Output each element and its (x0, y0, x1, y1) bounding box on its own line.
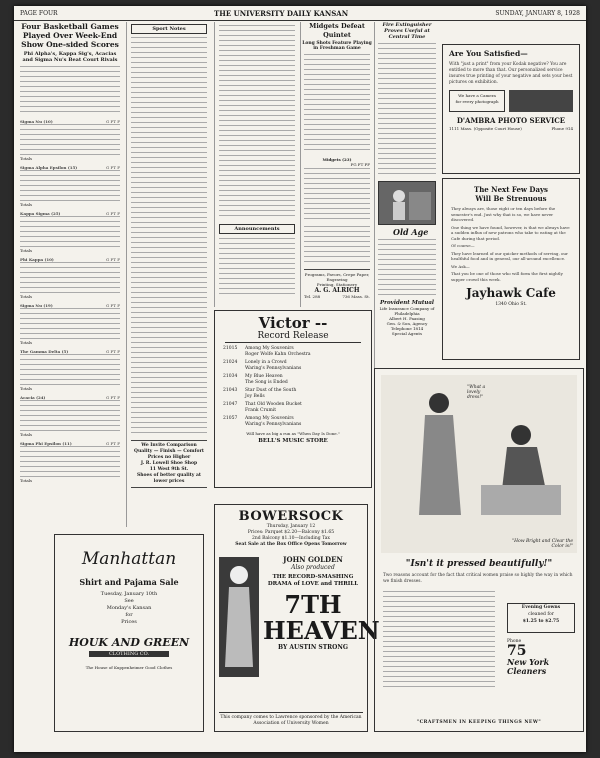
team-name: Kappa Sigma (25) (20, 211, 61, 216)
evening-gowns-box (507, 603, 575, 633)
record-number: 21015 (223, 346, 238, 351)
record-item (223, 388, 363, 400)
sport-notes-text (131, 37, 207, 437)
player-rows (20, 124, 120, 156)
basketball-headline: Four Basketball Games Played Over Week-End Show One-sided Scores (21, 22, 119, 49)
provident-agents: Special Agents (391, 331, 423, 336)
dambra-name: D'AMBRA PHOTO SERVICE (456, 116, 566, 125)
box-score-table (20, 349, 120, 391)
player-rows (20, 354, 120, 386)
bowersock-tagline: THE RECORD-SMASHING DRAMA of LOVE and THRILL (267, 574, 359, 587)
bowersock-also: Also produced (291, 564, 335, 571)
record-item (223, 416, 363, 428)
player-rows (20, 446, 120, 478)
stat-columns: G FT F (106, 303, 120, 308)
midgets-table-cols: FG FT PF (350, 162, 370, 167)
sport-notes-column (126, 22, 211, 527)
manhattan-see: See (124, 598, 134, 604)
record-title-a: That Old Wooden Bucket (245, 402, 302, 407)
old-age-title: Old Age (393, 227, 429, 237)
fire-headline: Fire Extinguisher Proves Useful at Central Time (382, 22, 432, 40)
manhattan-date: Tuesday, January 10th (100, 591, 158, 597)
shoe-ad-line3: Prices no Higher (147, 455, 191, 460)
provident-name: Provident Mutual (379, 300, 435, 306)
record-title-b: Joy Bells (245, 394, 265, 399)
team-name: Sigma Nu (10) (20, 119, 53, 124)
old-age-text (378, 239, 436, 299)
victor-store: BELL'S MUSIC STORE (258, 438, 328, 444)
shoe-ad-line5: 11 West 9th St. (149, 467, 189, 472)
basketball-subhead: Phi Alpha's, Kappa Sig's, Acacias and Sigma Nu's Beat Court Rivals (22, 51, 118, 63)
player-rows (20, 308, 120, 340)
article-text-block (304, 226, 370, 266)
victor-title2: Record Release (225, 331, 361, 343)
article-text-block (20, 66, 120, 116)
record-item (223, 360, 363, 372)
provident-agent: Albert H. Paasing (389, 316, 425, 321)
article-text-block (304, 54, 370, 154)
phone-number: 75 (507, 643, 527, 659)
midgets-column (300, 22, 373, 307)
camera-image (509, 90, 573, 112)
page-label: PAGE FOUR (20, 10, 58, 17)
fire-column (374, 22, 439, 382)
team-name: Sigma Alpha Epsilon (15) (20, 165, 78, 170)
record-title-b: Waring's Pennsylvanians (245, 366, 302, 371)
page-header (14, 6, 586, 21)
record-title-a: Lonely in a Crowd (245, 360, 287, 365)
record-title-a: My Blue Heaven (245, 374, 283, 379)
shoe-ad-line4: J. R. Lowell Shoe Shop (140, 461, 198, 466)
shoe-shop-ad (131, 440, 207, 488)
record-number: 21034 (223, 374, 238, 379)
shoe-ad-line2: Quality — Finish — Comfort (134, 449, 204, 454)
women-illustration (381, 375, 577, 553)
record-item (223, 402, 363, 414)
evening-price: $1.25 to $2.75 (522, 619, 560, 624)
box-score-table (20, 119, 120, 161)
sport-notes-heading: Sport Notes (131, 24, 207, 34)
evening-label: Evening Gowns (521, 605, 561, 610)
player-rows (20, 262, 120, 294)
cleaners-body: Two reasons account for the fact that critical women praise so highly the way in which we finish dresses. (383, 573, 573, 584)
cleaners-name: New York Cleaners (507, 657, 550, 676)
caption-bright: "How Bright and Clear the Color is!" (512, 539, 573, 549)
basketball-column (18, 22, 122, 527)
stat-columns: G FT F (106, 211, 120, 216)
manhattan-brand: Manhattan (81, 549, 177, 569)
record-number: 21057 (223, 416, 238, 421)
new-york-cleaners-ad (374, 368, 584, 732)
dambra-tagline2: for every photograph (455, 99, 499, 104)
bowersock-producer: JOHN GOLDEN (283, 555, 343, 564)
record-list (223, 346, 363, 428)
alrich-line2: Printing, Stationery (316, 282, 358, 287)
alrich-line1: Programs, Favors, Crepe Paper, Engraving (304, 272, 370, 282)
houk-green-sub: CLOTHING CO. (89, 651, 169, 657)
player-rows (20, 400, 120, 432)
box-score-table (20, 303, 120, 345)
manhattan-item: Shirt and Pajama Sale (79, 577, 179, 587)
bowersock-note: This company comes to Lawrence sponsored by the American Association of University Women (219, 712, 363, 727)
provident-tel: Telephone 1814 (390, 326, 424, 331)
evening-sub: cleaned for (528, 612, 554, 617)
record-title-b: Waring's Pennsylvanians (245, 422, 302, 427)
record-title-a: Star Dust of the South (245, 388, 297, 393)
stat-columns: G FT F (106, 441, 120, 446)
jayhawk-body4: They have learned of our quicker methods of serving, our healthful food and in general, our all-around excellence. (451, 250, 568, 261)
houk-green-logo: HOUK AND GREEN (68, 636, 190, 649)
record-item (223, 346, 363, 358)
stat-columns: G FT F (106, 257, 120, 262)
victor-title1: Victor -- (258, 314, 328, 332)
box-score-table (20, 165, 120, 207)
player-rows (20, 216, 120, 248)
newspaper-page (14, 6, 586, 752)
manhattan-shirt-ad (54, 534, 204, 732)
announcements-heading: Announcements (219, 224, 295, 234)
box-score-table (20, 441, 120, 483)
paper-name: THE UNIVERSITY DAILY KANSAN (214, 9, 349, 18)
bowersock-theatre-ad (214, 504, 380, 732)
midgets-subhead: Long Shots Feature Playing in Freshman Game (302, 41, 372, 51)
alrich-ad (304, 269, 370, 299)
article-text-block (378, 43, 436, 178)
jayhawk-body6: That you be one of those who will form the first nightly supper crowd this week. (451, 271, 563, 282)
caption-what: "What a (467, 385, 486, 390)
record-title-b: Frank Crumit (245, 408, 277, 413)
totals-row: Totals (20, 248, 33, 253)
totals-row: Totals (20, 340, 33, 345)
women-group-icon (381, 375, 577, 553)
bowersock-sale: Seat Sale at the Box Office Opens Tomorrow (235, 542, 347, 547)
totals-row: Totals (20, 202, 33, 207)
actress-illustration (219, 557, 259, 677)
article-text-block (219, 25, 295, 220)
totals-row: Totals (20, 432, 33, 437)
record-number: 21047 (223, 402, 238, 407)
alrich-name: A. G. ALRICH (314, 287, 360, 294)
manhattan-footer: The House of Kuppenheimer Good Clothes (85, 665, 173, 670)
news-column-3 (214, 22, 299, 307)
manhattan-monday: Monday's Kansan (106, 605, 152, 611)
dambra-phone: Phone 914 (551, 126, 573, 131)
victor-record-ad (214, 310, 372, 488)
alrich-address: 736 Mass. St. (342, 294, 370, 299)
box-score-table (20, 211, 120, 253)
totals-row: Totals (20, 386, 33, 391)
shoe-ad-line6: Shoes of better quality at lower prices (137, 473, 201, 484)
bowersock-prices1: Prices: Parquet $2.20—Balcony $1.65 (247, 530, 335, 535)
provident-agent-sub: Gen. & Son, Agency (386, 321, 428, 326)
stat-columns: G FT F (106, 395, 120, 400)
record-number: 21024 (223, 360, 238, 365)
elderly-figure-icon (379, 182, 437, 224)
dambra-tagline (449, 90, 505, 112)
dambra-photo-ad (442, 44, 580, 174)
caption-lovely: lovely (467, 390, 481, 395)
dambra-tagline1: We have a Camera (458, 93, 496, 98)
record-title-b: The Song is Ended (245, 380, 288, 385)
record-item (223, 374, 363, 386)
cleaners-logo (507, 639, 573, 685)
midgets-headline: Midgets Defeat Quintet (309, 22, 365, 39)
record-title-b: Roger Wolfe Kahn Orchestra (245, 352, 311, 357)
stat-columns: G FT F (106, 119, 120, 124)
midgets-table-rows (304, 168, 370, 223)
announcements-text (219, 238, 295, 298)
dambra-body: With "just a print" from your Kodak negative? You are entitled to more than that. Our personalized service insures true printing of your negative and sets your best pictures on exhibition. (449, 62, 573, 85)
jayhawk-address: 1340 Ohio St. (495, 302, 527, 307)
bowersock-date: Thursday, January 12 (266, 524, 316, 529)
cleaners-footer: "CRAFTSMEN IN KEEPING THINGS NEW" (416, 720, 542, 725)
stat-columns: G FT F (106, 165, 120, 170)
jayhawk-body3: Of course— (451, 243, 475, 248)
totals-row: Totals (20, 478, 33, 483)
jayhawk-name: Jayhawk Cafe (466, 286, 556, 300)
provident-ad (375, 301, 439, 336)
stat-columns: G FT F (106, 349, 120, 354)
alrich-tel: Tel. 288 (304, 294, 321, 299)
record-title-a: Among My Souvenirs (245, 416, 294, 421)
manhattan-for: for (125, 612, 133, 618)
box-score-table (20, 257, 120, 299)
record-number: 21043 (223, 388, 238, 393)
jayhawk-body1: They always are, those eight or ten days before the semester's end. Just why that is so, we have never discovered. (451, 206, 556, 222)
bowersock-prices2: 2nd Balcony $1.10—Including Tax (252, 536, 330, 541)
dambra-address: 1111 Mass. (Opposite Court House) (449, 126, 522, 131)
box-score-tables (18, 119, 122, 483)
player-rows (20, 170, 120, 202)
jayhawk-title2: Will Be Strenuous (475, 194, 547, 203)
totals-row: Totals (20, 156, 33, 161)
bowersock-name: BOWERSOCK (238, 509, 344, 524)
issue-date: SUNDAY, JANUARY 8, 1928 (495, 10, 580, 17)
box-score-table (20, 395, 120, 437)
team-name: Sigma Nu (19) (20, 303, 53, 308)
dambra-title: Are You Satisfied— (449, 49, 528, 58)
record-title-a: Among My Souvenirs (245, 346, 294, 351)
jayhawk-cafe-ad (442, 178, 580, 360)
caption-dress: dress!" (467, 395, 484, 400)
victor-footnote: Will have as big a run as "When Day Is Done." (246, 431, 340, 436)
bowersock-play: 7TH HEAVEN (263, 590, 380, 645)
team-name: Phi Kappa (10) (20, 257, 54, 262)
provident-sub: Life Insurance Company of Philadelphia (379, 306, 435, 316)
midgets-table-title: Midgets (23) (322, 157, 352, 162)
pressed-headline: "Isn't it pressed beautifully!" (405, 559, 553, 569)
jayhawk-body5: We Ask— (451, 263, 470, 269)
cleaners-text (383, 591, 495, 691)
team-name: Acacia (24) (20, 395, 46, 400)
jayhawk-title1: The Next Few Days (473, 185, 548, 194)
manhattan-prices: Prices (121, 619, 137, 625)
old-age-illustration (378, 181, 436, 225)
jayhawk-body2: One thing we have found, however, is that we always have a sudden influx of new patrons who take to eating at the Cafe during that period. (451, 224, 570, 241)
team-name: The Gamma Delta (5) (20, 349, 69, 354)
team-name: Sigma Phi Epsilon (11) (20, 441, 72, 446)
totals-row: Totals (20, 294, 33, 299)
bowersock-author: BY AUSTIN STRONG (277, 644, 349, 651)
phone-label: Phone (507, 639, 522, 644)
woman-figure-icon (219, 557, 259, 677)
shoe-ad-line1: We Invite Comparison (141, 443, 197, 448)
